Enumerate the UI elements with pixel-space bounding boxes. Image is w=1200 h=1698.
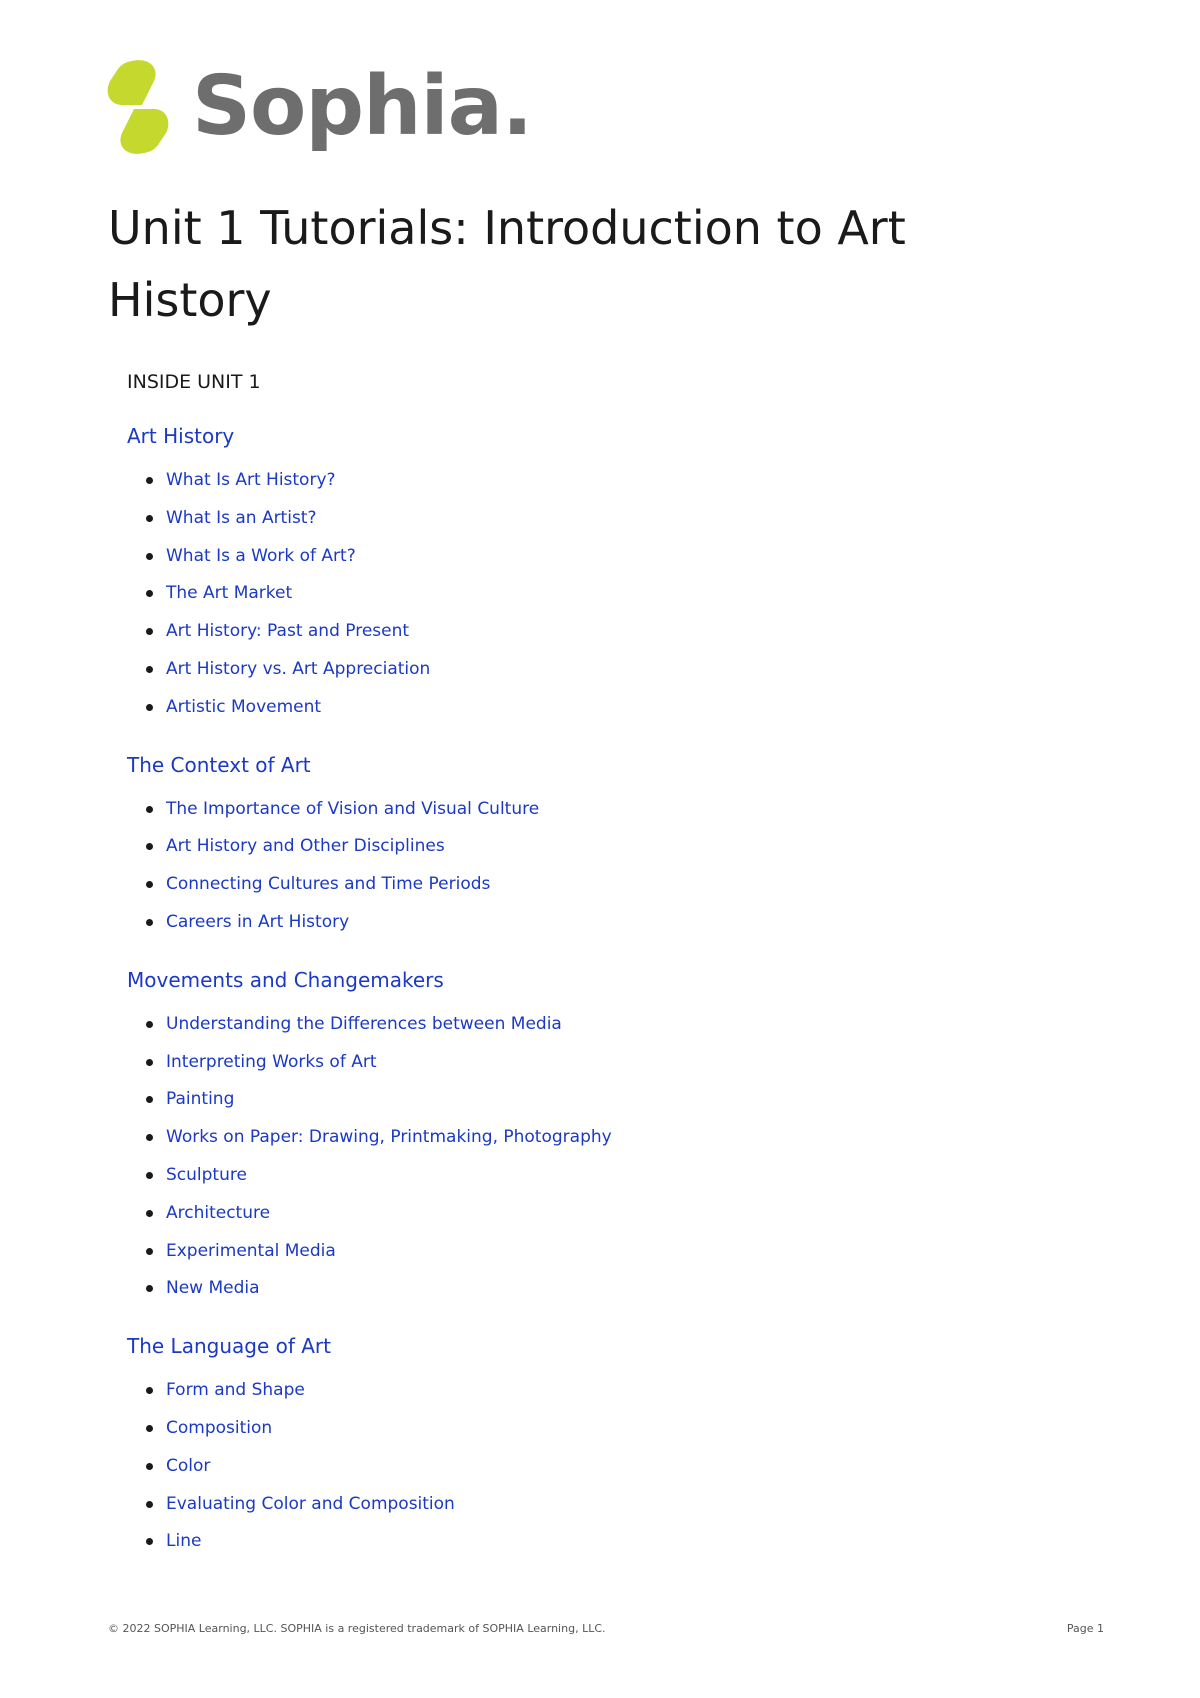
tutorial-link[interactable]: Careers in Art History xyxy=(166,911,350,932)
bullet-icon xyxy=(146,704,153,711)
brand-name: Sophia. xyxy=(192,59,533,154)
page-number: Page 1 xyxy=(1066,1622,1104,1635)
bullet-icon xyxy=(146,1425,153,1432)
list-item xyxy=(127,1201,1027,1239)
bullet-icon xyxy=(146,1096,153,1103)
bullet-icon xyxy=(146,1285,153,1292)
bullet-icon xyxy=(146,919,153,926)
section-heading: The Language of Art xyxy=(127,1334,331,1359)
page-title: Unit 1 Tutorials: Introduction to Art History xyxy=(108,201,906,327)
list-item xyxy=(127,834,1027,872)
tutorial-link[interactable]: The Importance of Vision and Visual Culture xyxy=(166,798,540,819)
tutorial-link[interactable]: Connecting Cultures and Time Periods xyxy=(166,874,491,895)
bullet-icon xyxy=(146,1210,153,1217)
list-item xyxy=(127,506,1027,544)
page-footer xyxy=(108,1622,1104,1638)
list-item xyxy=(127,1125,1027,1163)
list-item xyxy=(127,619,1027,657)
bullet-icon xyxy=(146,628,153,635)
section-heading: Art History xyxy=(127,424,235,448)
bullet-icon xyxy=(146,806,153,813)
tutorial-link[interactable]: The Art Market xyxy=(166,583,293,604)
bullet-icon xyxy=(146,1021,153,1028)
tutorial-list xyxy=(127,797,1027,948)
bullet-icon xyxy=(146,1501,153,1508)
list-item xyxy=(127,581,1027,619)
bullet-icon xyxy=(146,666,153,673)
list-item xyxy=(127,1239,1027,1277)
section-language-of-art xyxy=(127,1332,1027,1567)
list-item xyxy=(127,695,1027,733)
list-item xyxy=(127,1276,1027,1314)
bullet-icon xyxy=(146,1387,153,1394)
list-item xyxy=(127,1454,1027,1492)
tutorial-link[interactable]: Artistic Movement xyxy=(166,696,322,717)
tutorial-link[interactable]: Sculpture xyxy=(166,1164,247,1185)
tutorial-link[interactable]: Evaluating Color and Composition xyxy=(166,1493,455,1514)
tutorial-link[interactable]: Interpreting Works of Art xyxy=(166,1051,377,1072)
bullet-icon xyxy=(146,843,153,850)
bullet-icon xyxy=(146,553,153,560)
tutorial-list xyxy=(127,1378,1027,1567)
bullet-icon xyxy=(146,1059,153,1066)
tutorial-link[interactable]: Art History: Past and Present xyxy=(166,621,410,642)
list-item xyxy=(127,1050,1027,1088)
bullet-icon xyxy=(146,477,153,484)
tutorial-link[interactable]: New Media xyxy=(166,1278,260,1299)
tutorial-link[interactable]: Understanding the Differences between Media xyxy=(166,1013,562,1034)
section-heading: The Context of Art xyxy=(127,752,311,777)
bullet-icon xyxy=(146,590,153,597)
bullet-icon xyxy=(146,1134,153,1141)
list-item xyxy=(127,1492,1027,1530)
tutorial-link[interactable]: Composition xyxy=(166,1417,273,1438)
section-heading: Movements and Changemakers xyxy=(127,967,444,992)
tutorial-link[interactable]: Line xyxy=(166,1531,202,1552)
tutorial-link[interactable]: Form and Shape xyxy=(166,1380,305,1401)
tutorial-link[interactable]: Painting xyxy=(166,1089,235,1110)
tutorial-link[interactable]: Art History vs. Art Appreciation xyxy=(166,658,431,679)
sophia-logo xyxy=(102,52,532,162)
tutorial-link[interactable]: Architecture xyxy=(166,1202,271,1223)
bullet-icon xyxy=(146,515,153,522)
tutorial-list xyxy=(127,468,1027,733)
bullet-icon xyxy=(146,1538,153,1545)
list-item xyxy=(127,1012,1027,1050)
list-item xyxy=(127,1529,1027,1567)
section-movements-and-changemakers xyxy=(127,966,1027,1314)
list-item xyxy=(127,1087,1027,1125)
list-item xyxy=(127,468,1027,506)
bullet-icon xyxy=(146,1463,153,1470)
list-item xyxy=(127,910,1027,948)
section-art-history xyxy=(127,422,1027,733)
bullet-icon xyxy=(146,1248,153,1255)
copyright-notice: © 2022 SOPHIA Learning, LLC. SOPHIA is a registered trademark of SOPHIA Learning, LLC. xyxy=(108,1622,606,1635)
section-context-of-art xyxy=(127,751,1027,948)
list-item xyxy=(127,797,1027,835)
list-item xyxy=(127,872,1027,910)
list-item xyxy=(127,1163,1027,1201)
list-item xyxy=(127,544,1027,582)
tutorial-link[interactable]: Art History and Other Disciplines xyxy=(166,836,445,857)
tutorial-link[interactable]: Works on Paper: Drawing, Printmaking, Photography xyxy=(166,1127,612,1148)
tutorial-link[interactable]: What Is Art History? xyxy=(166,470,336,490)
list-item xyxy=(127,1378,1027,1416)
unit-label: INSIDE UNIT 1 xyxy=(127,371,261,393)
tutorial-list xyxy=(127,1012,1027,1314)
bullet-icon xyxy=(146,881,153,888)
tutorial-link[interactable]: Color xyxy=(166,1455,211,1476)
sophia-s-mark-icon xyxy=(102,59,174,155)
list-item xyxy=(127,1416,1027,1454)
tutorial-link[interactable]: What Is a Work of Art? xyxy=(166,545,356,566)
tutorial-link[interactable]: Experimental Media xyxy=(166,1240,336,1261)
list-item xyxy=(127,657,1027,695)
bullet-icon xyxy=(146,1172,153,1179)
unit-contents xyxy=(127,370,1027,1585)
tutorial-link[interactable]: What Is an Artist? xyxy=(166,507,317,528)
